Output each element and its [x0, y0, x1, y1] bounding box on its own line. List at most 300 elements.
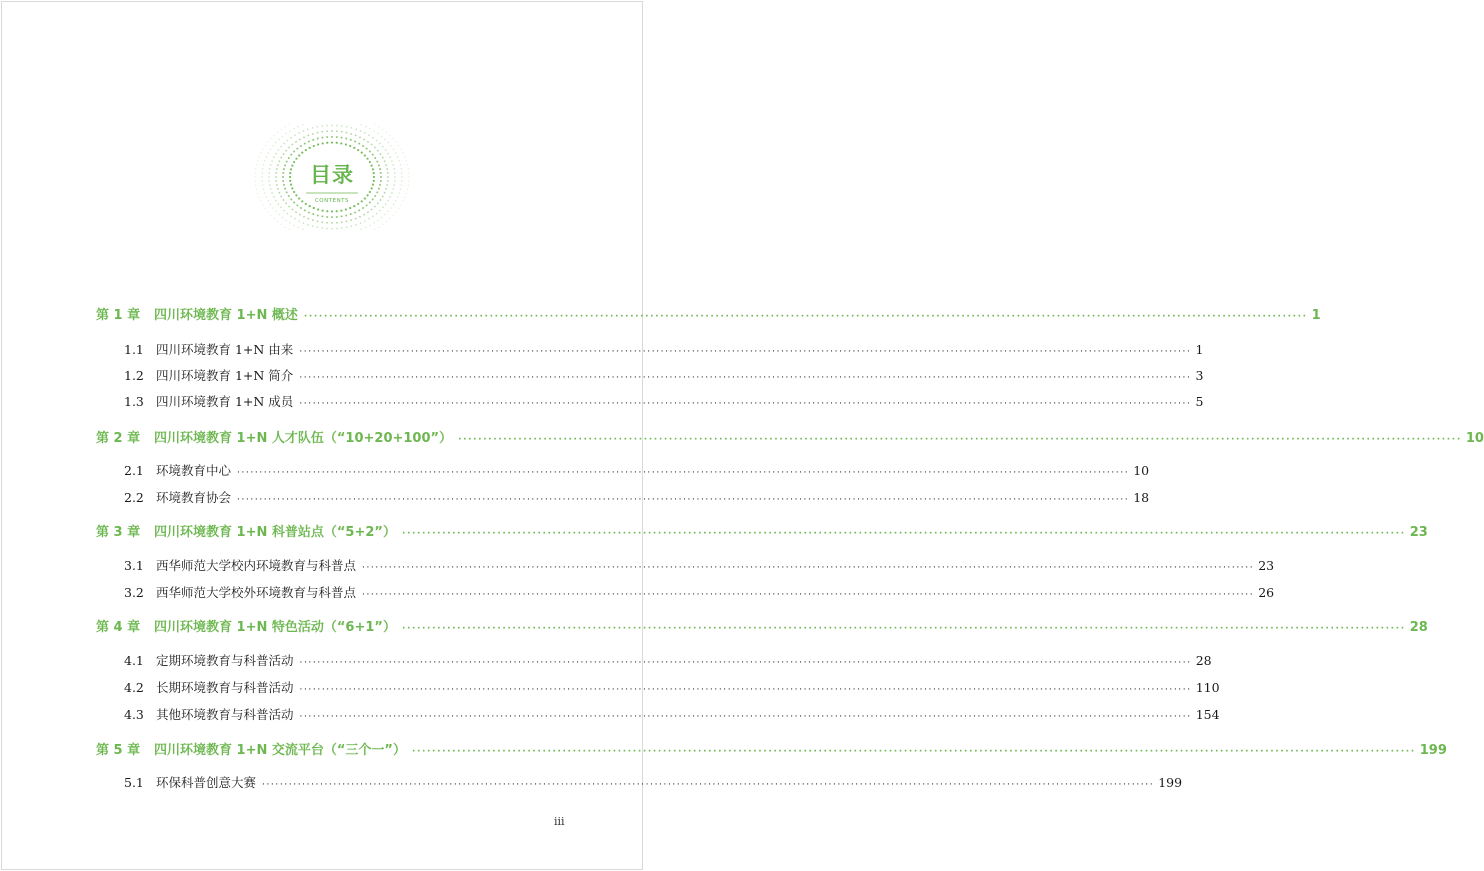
ring-dot: [371, 209, 373, 211]
ring-dot: [351, 225, 353, 227]
toc-title: 目录: [310, 163, 354, 187]
ring-dot: [395, 211, 396, 212]
ring-dot: [307, 128, 309, 130]
ring-dot: [316, 126, 318, 128]
ring-dot: [382, 224, 383, 225]
ring-dot: [296, 204, 298, 206]
chapter-number: 第 1 章: [96, 308, 141, 323]
ring-dot: [271, 192, 273, 194]
ring-dot: [283, 143, 285, 145]
ring-dot: [382, 129, 383, 130]
ring-dot: [336, 125, 338, 127]
dot-leader: ········································································································································································································: [299, 347, 1192, 357]
ring-dot: [397, 156, 398, 157]
ring-dot: [303, 216, 305, 218]
ring-dot: [373, 222, 374, 223]
ring-dot: [379, 143, 381, 145]
ring-dot: [369, 151, 371, 153]
ring-dot: [366, 204, 368, 206]
ring-dot: [303, 136, 305, 138]
ring-dot: [265, 145, 266, 146]
ring-dot: [257, 193, 258, 194]
toc-section[interactable]: [124, 488, 1150, 506]
ring-dot: [266, 156, 267, 157]
ring-dot: [389, 218, 390, 219]
ring-dot: [258, 156, 259, 157]
document-page: [1, 1, 1484, 870]
ring-dot: [307, 224, 309, 226]
ring-dot: [293, 128, 294, 129]
ring-dot: [293, 151, 295, 153]
ring-dot: [398, 192, 399, 193]
ring-dot: [331, 210, 333, 212]
ring-dot: [262, 148, 263, 149]
toc-section[interactable]: [124, 583, 1275, 601]
page-number: 199: [1158, 775, 1183, 790]
ring-dot: [286, 191, 288, 193]
ring-dot: [304, 209, 306, 211]
ring-dot: [317, 138, 319, 140]
ring-dot: [390, 145, 391, 146]
ring-dot: [270, 149, 271, 150]
ring-dot: [321, 131, 323, 133]
ring-dot: [377, 220, 378, 221]
section-number: 4.1: [124, 653, 144, 668]
ring-dot: [312, 225, 314, 227]
ring-dot: [382, 207, 384, 209]
ring-dot: [369, 225, 370, 226]
ring-dot: [295, 141, 297, 143]
ring-dot: [321, 227, 323, 229]
ring-dot: [264, 192, 265, 193]
ring-dot: [358, 209, 360, 211]
ring-dot: [400, 204, 401, 205]
ring-dot: [282, 217, 283, 218]
section-title: 环保科普创意大赛: [156, 775, 257, 790]
ring-dot: [393, 204, 394, 205]
ring-dot: [287, 140, 289, 142]
section-number: 3.2: [124, 585, 144, 600]
ring-dot: [285, 150, 287, 152]
ring-dot: [321, 137, 323, 139]
ring-dot: [312, 127, 314, 129]
ring-dot: [387, 153, 389, 155]
ring-dot: [299, 138, 301, 140]
toc-section[interactable]: [124, 773, 1183, 791]
ring-dot: [389, 156, 391, 158]
ring-dot: [270, 138, 271, 139]
ring-dot: [300, 145, 302, 147]
ring-dot: [403, 152, 404, 153]
ring-dot: [381, 217, 382, 218]
ring-dot: [353, 147, 355, 149]
ring-dot: [364, 154, 366, 156]
page-number: 110: [1195, 680, 1220, 695]
ring-dot: [340, 209, 342, 211]
section-title: 长期环境教育与科普活动: [156, 680, 294, 695]
ring-dot: [317, 214, 319, 216]
ring-dot: [365, 227, 366, 228]
ring-dot: [364, 132, 366, 134]
ring-dot: [376, 140, 378, 142]
section-number: 1.1: [124, 342, 144, 357]
ring-dot: [398, 208, 399, 209]
ring-dot: [404, 156, 405, 157]
toc-section[interactable]: [124, 461, 1150, 479]
ring-dot: [366, 148, 368, 150]
ring-dot: [288, 195, 290, 197]
ring-dot: [345, 208, 347, 210]
dot-leader: ········································································································································································································: [262, 780, 1155, 790]
ring-dot: [353, 205, 355, 207]
ring-dot: [275, 153, 277, 155]
ring-dot: [369, 191, 371, 193]
ring-dot: [346, 220, 348, 222]
ring-dot: [298, 132, 300, 134]
dot-leader: ········································································································································································································: [362, 563, 1255, 573]
ring-dot: [355, 134, 357, 136]
ring-dot: [362, 207, 364, 209]
ring-dot: [298, 220, 300, 222]
ring-dot: [322, 209, 324, 211]
page-number: 18: [1133, 490, 1150, 505]
ring-dot: [385, 149, 387, 151]
ring-dot: [281, 224, 282, 225]
ring-dot: [355, 218, 357, 220]
ring-dot: [331, 141, 333, 143]
ring-dot: [364, 220, 366, 222]
ring-dot: [362, 145, 364, 147]
ring-dot: [336, 136, 338, 138]
ring-dot: [272, 145, 273, 146]
ring-dot: [278, 192, 280, 194]
ring-dot: [317, 132, 319, 134]
ring-dot: [326, 142, 328, 144]
ring-dot: [406, 193, 407, 194]
ring-dot: [298, 126, 299, 127]
ring-dot: [350, 219, 352, 221]
ring-dot: [345, 143, 347, 145]
toc-section[interactable]: [124, 705, 1220, 723]
ring-dot: [373, 130, 374, 131]
ring-dot: [289, 124, 290, 125]
section-title: 环境教育协会: [156, 490, 232, 505]
ring-dot: [336, 210, 338, 212]
page-number: 10: [1133, 463, 1150, 478]
chapter-number: 第 5 章: [96, 743, 141, 758]
ring-dot: [289, 229, 290, 230]
ring-dot: [313, 207, 315, 209]
toc-section[interactable]: [124, 556, 1275, 574]
ring-dot: [301, 152, 303, 154]
ring-dot: [302, 229, 303, 230]
section-title: 定期环境教育与科普活动: [156, 653, 294, 668]
ring-dot: [298, 154, 300, 156]
ring-dot: [285, 220, 286, 221]
ring-dot: [282, 136, 283, 137]
ring-dot: [346, 226, 348, 228]
chapter-title: 四川环境教育 1+N 科普站点（“5+2”）: [154, 525, 396, 540]
section-number: 1.3: [124, 394, 144, 409]
ring-dot: [361, 152, 363, 154]
ring-dot: [350, 133, 352, 135]
ring-dot: [298, 227, 299, 228]
ring-dot: [312, 133, 314, 135]
ring-dot: [313, 145, 315, 147]
ring-dot: [336, 130, 338, 132]
ring-dot: [355, 128, 357, 130]
ring-dot: [368, 218, 370, 220]
ring-dot: [278, 214, 279, 215]
ring-dot: [367, 141, 369, 143]
ring-dot: [379, 210, 381, 212]
ring-dot: [357, 149, 359, 151]
ring-dot: [292, 209, 294, 211]
ring-dot: [277, 132, 278, 133]
ring-dot: [331, 125, 333, 127]
ring-dot: [274, 135, 275, 136]
ring-dot: [277, 221, 278, 222]
toc-section[interactable]: [124, 340, 1204, 358]
ring-dot: [305, 149, 307, 151]
ring-dot: [294, 218, 296, 220]
ring-dot: [303, 130, 305, 132]
section-title: 环境教育中心: [156, 463, 232, 478]
ring-dot: [365, 126, 366, 127]
ring-dot: [372, 154, 374, 156]
ring-dot: [262, 204, 263, 205]
ring-dot: [368, 134, 370, 136]
ring-dot: [341, 131, 343, 133]
ring-dot: [278, 139, 279, 140]
dot-leader: ········································································································································································································: [401, 529, 1406, 539]
contents-emblem: [234, 122, 430, 232]
ring-dot: [387, 142, 388, 143]
ring-dot: [378, 226, 379, 227]
ring-dot: [376, 191, 378, 193]
section-number: 2.2: [124, 490, 144, 505]
ring-dot: [312, 213, 314, 215]
ring-dot: [359, 136, 361, 138]
ring-dot: [345, 138, 347, 140]
ring-dot: [374, 147, 376, 149]
ring-dot: [354, 141, 356, 143]
page-number: 28: [1195, 653, 1212, 668]
ring-dot: [377, 150, 379, 152]
ring-dot: [359, 216, 361, 218]
ring-dot: [367, 211, 369, 213]
ring-dot: [307, 134, 309, 136]
section-title: 西华师范大学校内环境教育与科普点: [156, 558, 357, 573]
ring-dot: [377, 133, 378, 134]
ring-dot: [341, 221, 343, 223]
ring-dot: [326, 216, 328, 218]
ring-dot: [341, 125, 343, 127]
ring-dot: [293, 191, 295, 193]
ring-dot: [302, 124, 303, 125]
ring-dot: [289, 222, 290, 223]
dot-leader: ········································································································································································································: [299, 373, 1192, 383]
ring-dot: [331, 216, 333, 218]
ring-dot: [346, 132, 348, 134]
ring-dot: [292, 144, 294, 146]
ring-dot: [345, 214, 347, 216]
ring-dot: [321, 215, 323, 217]
ring-dot: [274, 218, 275, 219]
ring-dot: [288, 147, 290, 149]
ring-dot: [331, 228, 333, 230]
ring-dot: [363, 138, 365, 140]
ring-dot: [374, 195, 376, 197]
section-number: 3.1: [124, 558, 144, 573]
toc-chapter[interactable]: [96, 521, 1428, 540]
ring-dot: [360, 222, 362, 224]
page-folio: iii: [554, 815, 565, 828]
dot-leader: ········································································································································································································: [458, 435, 1462, 445]
toc-chapter[interactable]: [96, 304, 1321, 323]
toc-chapter[interactable]: [96, 427, 1484, 446]
ring-dot: [322, 142, 324, 144]
section-number: 5.1: [124, 775, 144, 790]
ring-dot: [386, 132, 387, 133]
ring-dot: [331, 130, 333, 132]
ring-dot: [287, 213, 289, 215]
page-number: 23: [1409, 525, 1428, 540]
chapter-title: 四川环境教育 1+N 人才队伍（“10+20+100”）: [154, 431, 453, 446]
ring-dot: [393, 149, 394, 150]
ring-dot: [381, 136, 382, 137]
section-number: 1.2: [124, 368, 144, 383]
ring-dot: [341, 137, 343, 139]
ring-dot: [267, 211, 268, 212]
ring-dot: [321, 125, 323, 127]
section-title: 西华师范大学校外环境教育与科普点: [156, 585, 357, 600]
dot-leader: ········································································································································································································: [299, 399, 1192, 409]
ring-dot: [308, 211, 310, 213]
chapter-number: 第 4 章: [96, 620, 141, 635]
ring-dot: [290, 215, 292, 217]
page-number: 10: [1465, 431, 1484, 446]
ring-dot: [341, 215, 343, 217]
ring-dot: [307, 218, 309, 220]
ring-dot: [326, 228, 328, 230]
ring-dot: [312, 139, 314, 141]
ring-dot: [336, 142, 338, 144]
page-number: 1: [1195, 342, 1204, 357]
ring-dot: [296, 148, 298, 150]
ring-dot: [387, 211, 388, 212]
dot-leader: ········································································································································································································: [299, 658, 1192, 668]
ring-dot: [299, 214, 301, 216]
section-title: 四川环境教育 1+N 成员: [156, 394, 294, 409]
ring-dot: [290, 137, 292, 139]
toc-chapter[interactable]: [96, 739, 1447, 758]
ring-dot: [289, 130, 290, 131]
toc-section[interactable]: [124, 651, 1212, 669]
ring-dot: [351, 127, 353, 129]
ring-dot: [312, 219, 314, 221]
ring-dot: [309, 205, 311, 207]
toc-section[interactable]: [124, 366, 1204, 384]
ring-dot: [295, 194, 297, 196]
ring-dot: [260, 152, 261, 153]
chapter-title: 四川环境教育 1+N 概述: [154, 308, 298, 323]
ring-dot: [317, 143, 319, 145]
ring-dot: [390, 207, 391, 208]
ring-dot: [380, 153, 382, 155]
ring-dot: [285, 126, 286, 127]
ring-dot: [336, 222, 338, 224]
dot-leader: ········································································································································································································: [299, 712, 1192, 722]
ring-dot: [392, 138, 393, 139]
ring-dot: [326, 210, 328, 212]
ring-dot: [275, 142, 276, 143]
chapter-title: 四川环境教育 1+N 特色活动（“6+1”）: [154, 620, 396, 635]
dot-leader: ········································································································································································································: [237, 495, 1130, 505]
ring-dot: [285, 133, 286, 134]
ring-dot: [350, 213, 352, 215]
ring-dot: [285, 226, 286, 227]
ring-dot: [346, 126, 348, 128]
section-title: 其他环境教育与科普活动: [156, 707, 294, 722]
toc-section[interactable]: [124, 392, 1204, 410]
ring-dot: [350, 139, 352, 141]
dot-leader: ········································································································································································································: [303, 312, 1308, 322]
dot-leader: ········································································································································································································: [299, 685, 1192, 695]
ring-dot: [326, 130, 328, 132]
ring-dot: [340, 142, 342, 144]
toc-section[interactable]: [124, 678, 1220, 696]
ring-dot: [360, 229, 361, 230]
page-number: 28: [1409, 620, 1428, 635]
ring-dot: [273, 156, 275, 158]
page-number: 154: [1195, 707, 1220, 722]
ring-dot: [374, 206, 376, 208]
dot-leader: ········································································································································································································: [401, 624, 1406, 634]
ring-dot: [308, 141, 310, 143]
chapter-number: 第 2 章: [96, 431, 141, 446]
ring-dot: [331, 222, 333, 224]
ring-dot: [371, 144, 373, 146]
ring-dot: [265, 208, 266, 209]
page-number: 199: [1419, 743, 1447, 758]
dot-leader: ········································································································································································································: [362, 590, 1255, 600]
ring-dot: [382, 146, 384, 148]
ring-dot: [275, 211, 276, 212]
toc-chapter[interactable]: [96, 616, 1428, 635]
ring-dot: [395, 152, 396, 153]
ring-dot: [384, 214, 385, 215]
ring-dot: [268, 152, 269, 153]
ring-dot: [267, 141, 268, 142]
ring-dot: [288, 206, 290, 208]
section-title: 四川环境教育 1+N 简介: [156, 368, 294, 383]
ring-dot: [272, 207, 273, 208]
ring-dot: [336, 216, 338, 218]
ring-dot: [398, 145, 399, 146]
chapter-title: 四川环境教育 1+N 交流平台（“三个一”）: [154, 743, 406, 758]
ring-dot: [270, 215, 271, 216]
ring-dot: [395, 141, 396, 142]
section-title: 四川环境教育 1+N 由来: [156, 342, 294, 357]
ring-dot: [280, 146, 282, 148]
ring-dot: [400, 148, 401, 149]
ring-dot: [349, 145, 351, 147]
ring-dot: [392, 215, 393, 216]
ring-dot: [358, 143, 360, 145]
ring-dot: [283, 210, 285, 212]
ring-dot: [355, 224, 357, 226]
